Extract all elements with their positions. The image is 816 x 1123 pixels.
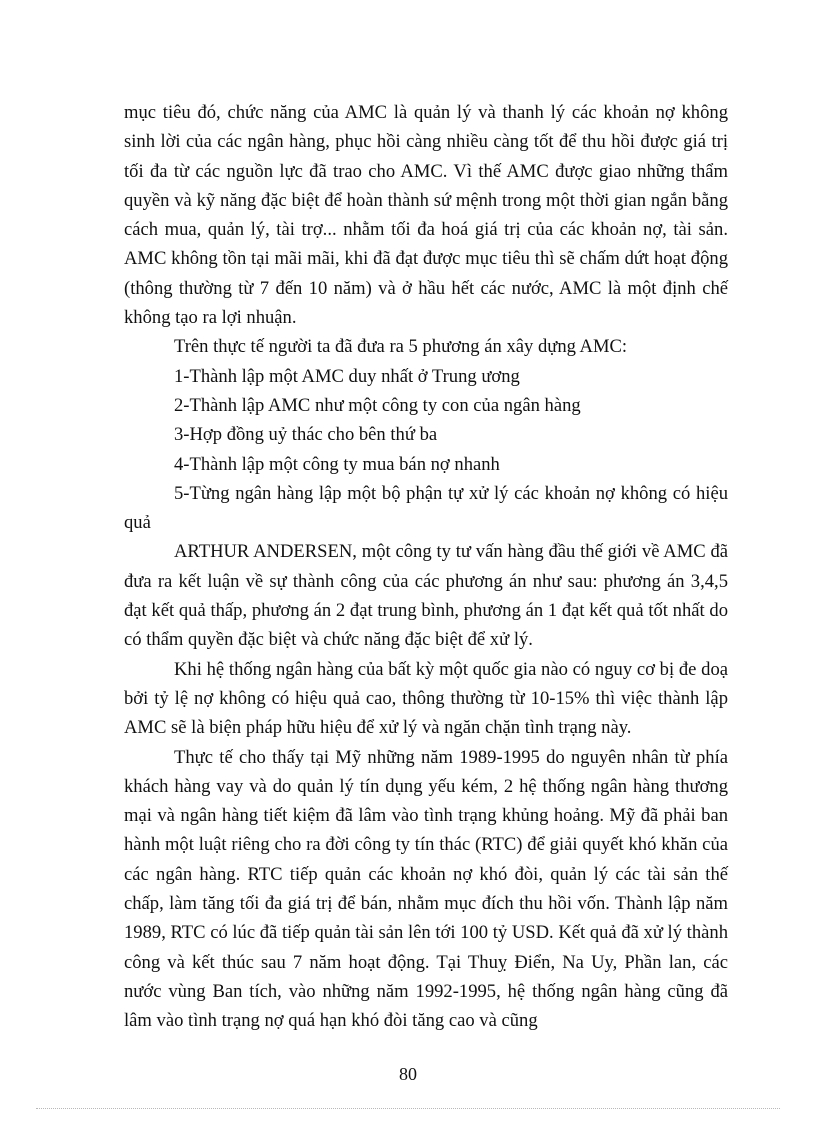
list-item-option-1: 1-Thành lập một AMC duy nhất ở Trung ương [174,365,520,387]
paragraph-arthur-andersen: ARTHUR ANDERSEN, một công ty tư vấn hàng đầu thế giới về AMC đã đưa ra kết luận về sự thành công của các phương án như sau: phương án 3,4,5 đạt kết quả thấp, phương án 2 đạt trung bình, phương án 1 đạt kết quả tốt nhất do có thẩm quyền đặc biệt và chức năng đặc biệt để xử lý. [124,541,728,651]
list-item-option-3: 3-Hợp đồng uỷ thác cho bên thứ ba [174,424,438,446]
list-item-option-5: 5-Từng ngân hàng lập một bộ phận tự xử lý các khoản nợ không có hiệu quả [124,482,728,534]
paragraph-amc-function: mục tiêu đó, chức năng của AMC là quản lý và thanh lý các khoản nợ không sinh lời của các ngân hàng, phục hồi càng nhiều càng tốt để thu hồi được giá trị tối đa từ các nguồn lực đã trao cho AMC. Vì thế AMC được giao những thẩm quyền và kỹ năng đặc biệt để hoàn thành sứ mệnh trong một thời gian ngắn bằng cách mua, quản lý, tài trợ... nhằm tối đa hoá giá trị của các khoản nợ, tài sản. AMC không tồn tại mãi mãi, khi đã đạt được mục tiêu thì sẽ chấm dứt hoạt động (thông thường từ 7 đến 10 năm) và ở hầu hết các nước, AMC là một định chế không tạo ra lợi nhuận. [124,102,728,329]
list-item-option-4: 4-Thành lập một công ty mua bán nợ nhanh [174,453,500,475]
list-item-option-2: 2-Thành lập AMC như một công ty con của ngân hàng [174,394,581,416]
paragraph-us-rtc-example: Thực tế cho thấy tại Mỹ những năm 1989-1995 do nguyên nhân từ phía khách hàng vay và do quản lý tín dụng yếu kém, 2 hệ thống ngân hàng thương mại và ngân hàng tiết kiệm đã lâm vào tình trạng khủng hoảng. Mỹ đã phải ban hành một luật riêng cho ra đời công ty tín thác (RTC) để giải quyết khó khăn của các ngân hàng. RTC tiếp quản các khoản nợ khó đòi, quản lý các tài sản thế chấp, làm tăng tối đa giá trị để bán, nhằm mục đích thu hồi vốn. Thành lập năm 1989, RTC có lúc đã tiếp quản tài sản lên tới 100 tỷ USD. Kết quả đã xử lý thành công và kết thúc sau 7 năm hoạt động. Tại Thuỵ Điển, Na Uy, Phần lan, các nước vùng Ban tích, vào những năm 1992-1995, hệ thống ngân hàng cũng đã lâm vào tình trạng nợ quá hạn khó đòi tăng cao và cũng [124,746,728,1032]
paragraph-bad-debt-threshold: Khi hệ thống ngân hàng của bất kỳ một quốc gia nào có nguy cơ bị đe doạ bởi tỷ lệ nợ không có hiệu quả cao, thông thường từ 10-15% thì việc thành lập AMC sẽ là biện pháp hữu hiệu để xử lý và ngăn chặn tình trạng này. [124,658,728,739]
page-number: 80 [399,1064,417,1084]
body-text [124,98,728,1036]
footer-divider [36,1108,780,1109]
paragraph-five-options-intro: Trên thực tế người ta đã đưa ra 5 phương án xây dựng AMC: [174,336,628,358]
